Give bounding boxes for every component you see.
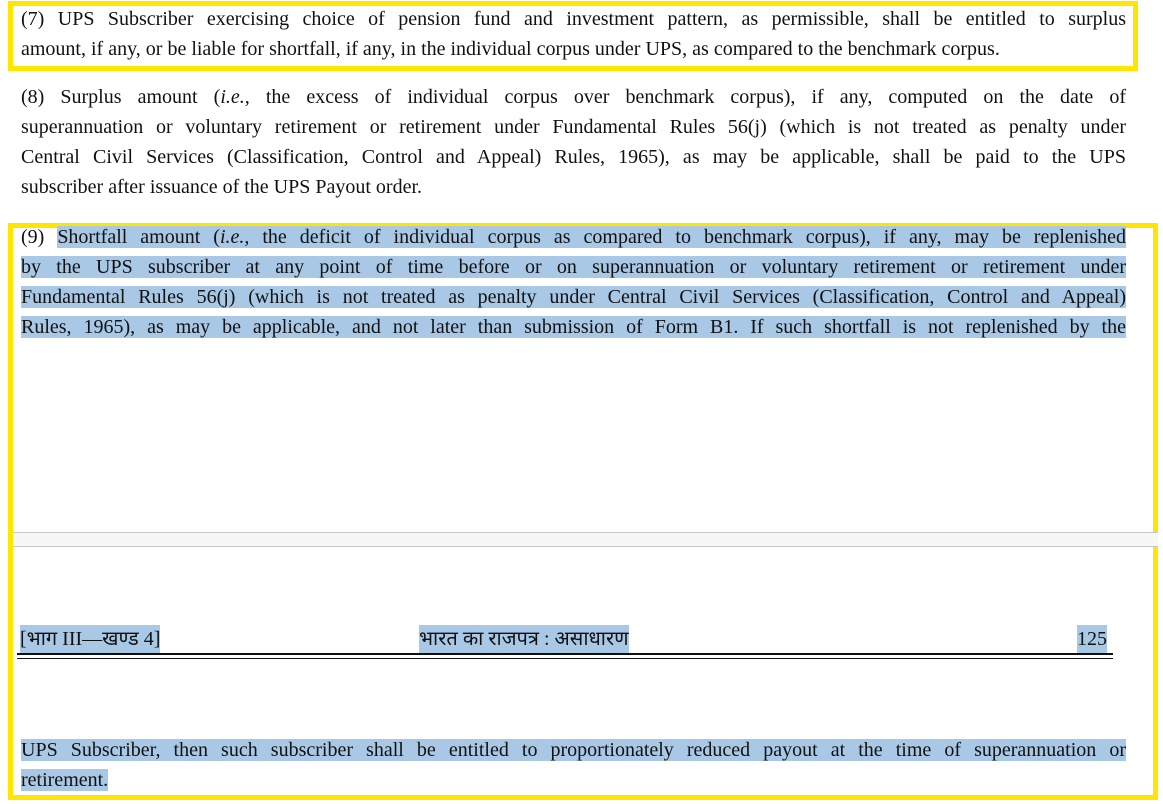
selected-text[interactable]: Rules, 1965), as may be applicable, and not later than submission of Form B1. If such shortfall is not replenished by the	[21, 316, 1126, 338]
header-double-rule	[17, 653, 1113, 659]
selected-text[interactable]: retirement.	[21, 769, 109, 791]
ie-abbreviation: i.e.,	[220, 86, 250, 108]
paragraph-8-text: the excess of individual corpus over benchmark corpus), if any, computed on the date of	[249, 86, 1126, 108]
header-part-section: [भाग III—खण्ड 4]	[20, 625, 160, 653]
paragraph-9[interactable]	[21, 222, 1126, 342]
paragraph-8-line-2: superannuation or voluntary retirement or retirement under Fundamental Rules 56(j) (which is not treated as penalty under	[21, 116, 1126, 138]
selected-text[interactable]: by the UPS subscriber at any point of time before or on superannuation or voluntary retirement or retirement under	[21, 256, 1126, 278]
paragraph-9-cont-line-2[interactable]	[21, 765, 1126, 795]
paragraph-9-line-2[interactable]	[21, 252, 1126, 282]
paragraph-8-line-3: Central Civil Services (Classification, Control and Appeal) Rules, 1965), as may be applicable, shall be paid to the UPS	[21, 146, 1126, 168]
selected-text[interactable]: Fundamental Rules 56(j) (which is not treated as penalty under Central Civil Services (Classification, Control and Appeal)	[21, 286, 1126, 308]
selected-text[interactable]	[57, 226, 1126, 248]
paragraph-9-text: Shortfall amount (	[57, 226, 220, 248]
paragraph-9-number: (9)	[21, 226, 58, 248]
paragraph-7-line-2: amount, if any, or be liable for shortfall, if any, in the individual corpus under UPS, as compared to the benchmark corpus.	[21, 38, 1000, 60]
ie-abbreviation: i.e.,	[219, 226, 250, 248]
paragraph-8-line-4: subscriber after issuance of the UPS Payout order.	[21, 176, 423, 198]
paragraph-9-line-1[interactable]	[21, 222, 1126, 252]
paragraph-9-line-4[interactable]	[21, 312, 1126, 342]
paragraph-9-line-3[interactable]	[21, 282, 1126, 312]
paragraph-8-line-1	[21, 82, 1126, 112]
paragraph-8	[21, 82, 1126, 202]
paragraph-9-cont-line-1[interactable]	[21, 735, 1126, 765]
paragraph-9-continued[interactable]	[21, 735, 1126, 795]
page-break-gap	[13, 532, 1158, 547]
paragraph-7	[21, 4, 1126, 64]
page-number: 125	[1077, 625, 1107, 653]
paragraph-8-text: (8) Surplus amount (	[21, 86, 221, 108]
selected-text[interactable]: UPS Subscriber, then such subscriber shall be entitled to proportionately reduced payout at the time of superannuation or	[21, 739, 1126, 761]
header-gazette-title: भारत का राजपत्र : असाधारण	[419, 625, 629, 653]
paragraph-9-text: the deficit of individual corpus as compared to benchmark corpus), if any, may be replenished	[249, 226, 1126, 248]
paragraph-7-line-1: (7) UPS Subscriber exercising choice of pension fund and investment pattern, as permissible, shall be entitled to surplus	[21, 8, 1126, 30]
page-header	[20, 625, 1110, 653]
